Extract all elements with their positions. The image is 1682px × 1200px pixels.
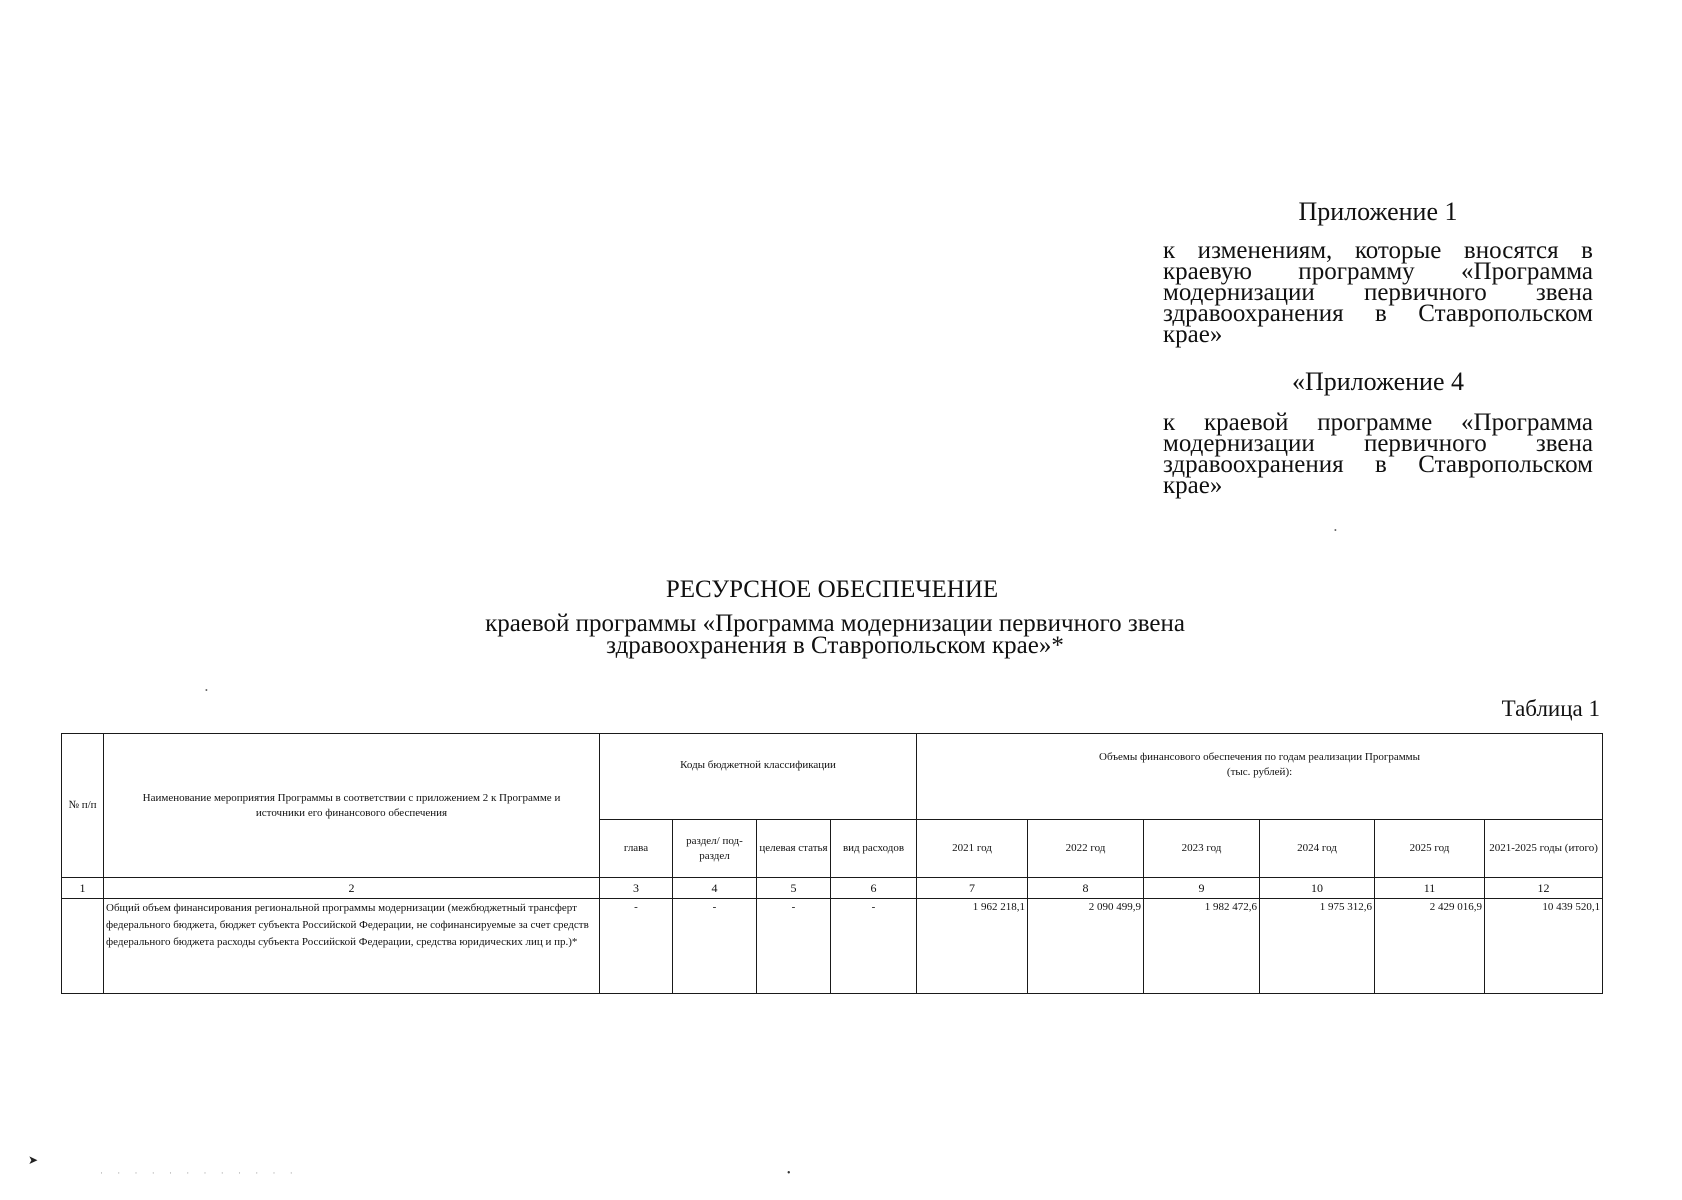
resource-table (61, 733, 1603, 994)
header-volumes (917, 734, 1603, 820)
column-number: 12 (1485, 878, 1603, 899)
header-tselevaya: целевая статья (757, 820, 831, 878)
header-name: Наименование мероприятия Программы в соответствии с приложением 2 к Программе и источники его финансового обеспечения (104, 734, 600, 878)
appendix-4-text: к краевой программе «Программа модернизации первичного звена здравоохранения в Ставропольском крае» (1163, 409, 1593, 499)
column-number: 5 (757, 878, 831, 899)
column-number: 10 (1260, 878, 1375, 899)
scan-cursor-mark: ➤ (28, 1153, 39, 1167)
header-2022: 2022 год (1028, 820, 1144, 878)
row-vid: - (831, 899, 917, 994)
row-total: 10 439 520,1 (1485, 899, 1603, 994)
document-subtitle (0, 610, 1670, 659)
row-razdel: - (673, 899, 757, 994)
appendix-1-text: к изменениям, которые вносятся в краевую программу «Программа модернизации первичного звена здравоохранения в Ставропольском крае» (1163, 237, 1593, 348)
header-volumes-line-2: (тыс. рублей): (1226, 766, 1293, 778)
column-number: 3 (600, 878, 673, 899)
row-2025: 2 429 016,9 (1375, 899, 1485, 994)
column-number: 11 (1375, 878, 1485, 899)
column-number: 8 (1028, 878, 1144, 899)
column-number: 6 (831, 878, 917, 899)
column-number: 1 (62, 878, 104, 899)
header-glava: глава (600, 820, 673, 878)
column-number-row (62, 878, 1603, 899)
column-number: 7 (917, 878, 1028, 899)
document-subtitle-line-1: краевой программы «Программа модернизации первичного звена (485, 610, 1185, 637)
column-number: 4 (673, 878, 757, 899)
header-volumes-line-1: Объемы финансового обеспечения по годам реализации Программы (1099, 751, 1421, 763)
row-2023: 1 982 472,6 (1144, 899, 1260, 994)
header-vid: вид расходов (831, 820, 917, 878)
table-row (62, 899, 1603, 994)
scan-dot: • (205, 686, 208, 695)
row-2021: 1 962 218,1 (917, 899, 1028, 994)
table-header-row (62, 734, 1603, 820)
row-glava: - (600, 899, 673, 994)
scan-dot: • (787, 1168, 791, 1179)
appendix-1-title: Приложение 1 (1298, 197, 1458, 226)
table-label: Таблица 1 (1501, 696, 1600, 721)
header-budget-codes: Коды бюджетной классификации (600, 734, 917, 820)
scan-dot: • (1334, 526, 1337, 535)
document-subtitle-line-2: здравоохранения в Ставропольском крае»* (606, 632, 1064, 659)
row-name: Общий объем финансирования региональной программы модернизации (межбюджетный трансферт федерального бюджета, бюджет субъекта Российской Федерации, не софинансируемые за счет средств федерального бюджета расходы субъекта Российской Федерации, средства юридических лиц и пр.)* (104, 899, 600, 994)
appendix-4-block (1163, 367, 1593, 499)
row-2022: 2 090 499,9 (1028, 899, 1144, 994)
scan-marks: · · · · · · · · · · · · (100, 1168, 299, 1178)
column-number: 2 (104, 878, 600, 899)
header-2024: 2024 год (1260, 820, 1375, 878)
document-title: РЕСУРСНОЕ ОБЕСПЕЧЕНИЕ (665, 576, 999, 603)
appendix-4-title: «Приложение 4 (1291, 367, 1465, 396)
header-razdel: раздел/ под-раздел (673, 820, 757, 878)
row-tselevaya: - (757, 899, 831, 994)
column-number: 9 (1144, 878, 1260, 899)
header-2025: 2025 год (1375, 820, 1485, 878)
row-num (62, 899, 104, 994)
header-total: 2021-2025 годы (итого) (1485, 820, 1603, 878)
header-2021: 2021 год (917, 820, 1028, 878)
appendix-1-block (1163, 197, 1593, 348)
header-2023: 2023 год (1144, 820, 1260, 878)
header-num: № п/п (62, 734, 104, 878)
row-2024: 1 975 312,6 (1260, 899, 1375, 994)
